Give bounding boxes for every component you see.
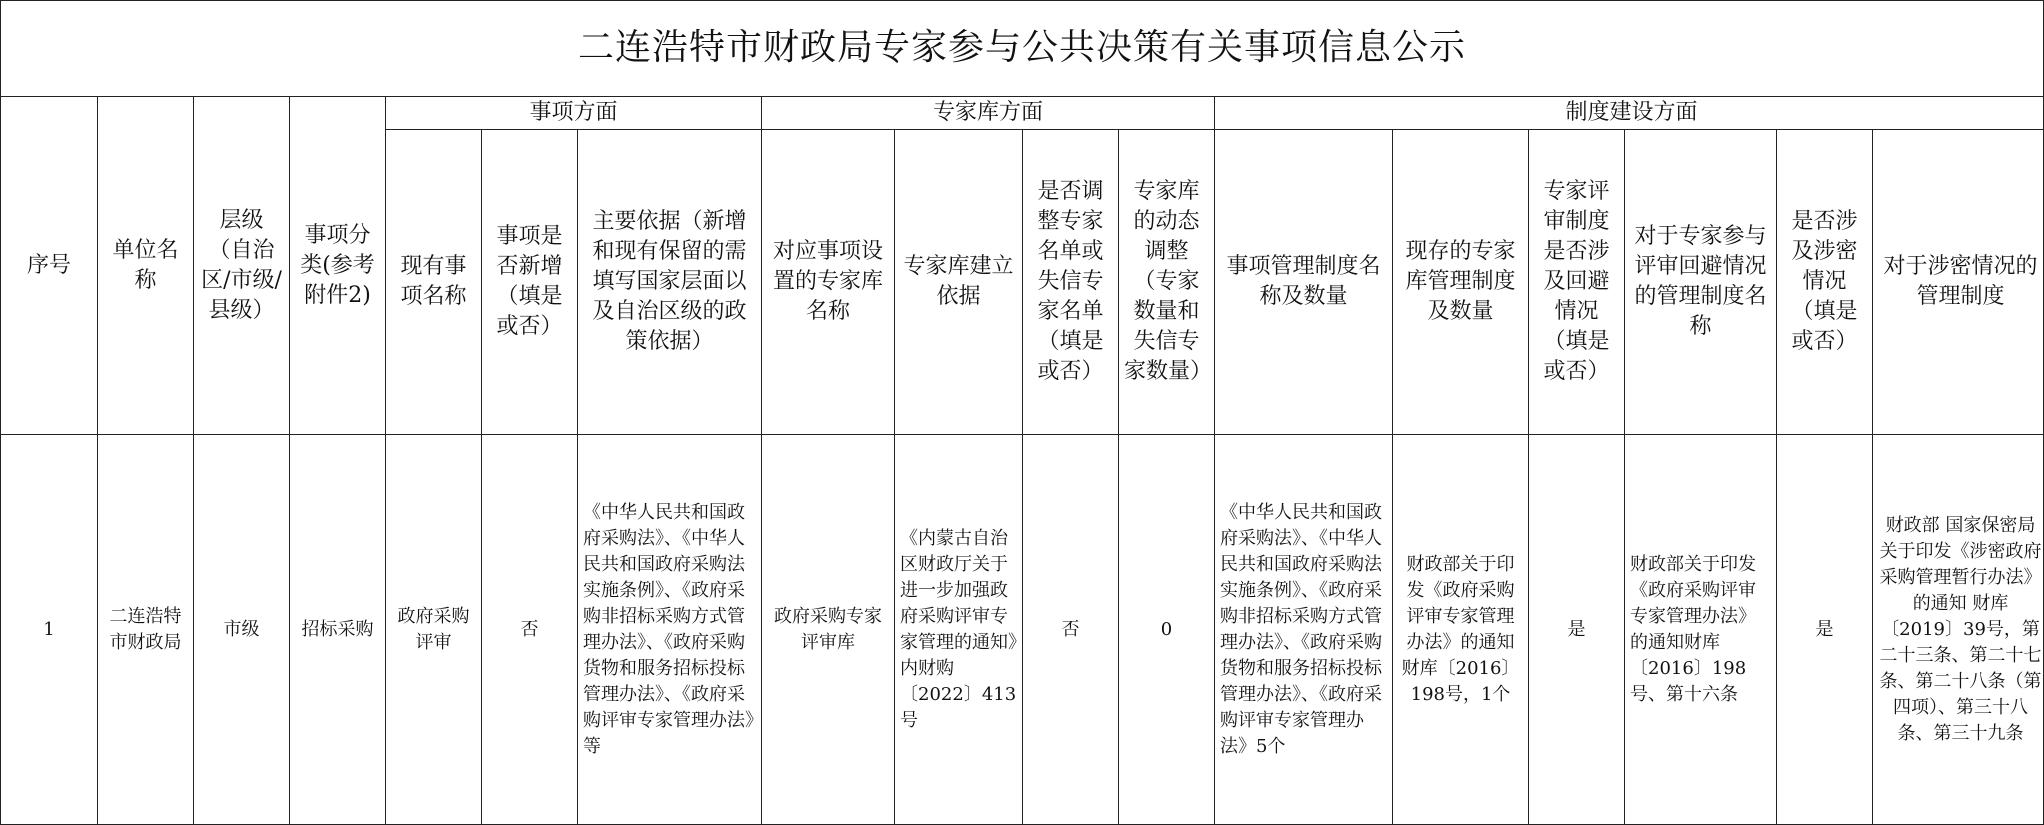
header-adjust-list: 是否调整专家名单或失信专家名单（填是或否） [1023,130,1119,435]
header-pool-system: 现存的专家库管理制度及数量 [1393,130,1529,435]
cell-category: 招标采购 [290,435,386,825]
cell-recusal-system: 财政部关于印发《政府采购评审专家管理办法》的通知财库〔2016〕198号、第十六条 [1625,435,1777,825]
group-system: 制度建设方面 [1215,97,2044,130]
cell-seq: 1 [1,435,98,825]
header-basis: 主要依据（新增和现有保留的需填写国家层面以及自治区级的政策依据） [578,130,762,435]
cell-classified-system: 财政部 国家保密局关于印发《涉密政府采购管理暂行办法》的通知 财库〔2019〕39号，第二十三条、第二十七条、第二十八条（第四项）、第三十八条、第三十九条 [1873,435,2044,825]
header-pool-basis: 专家库建立依据 [895,130,1023,435]
cell-unit: 二连浩特市财政局 [98,435,194,825]
group-header-row [1,97,2044,130]
cell-classified: 是 [1777,435,1873,825]
header-recusal: 专家评审制度是否涉及回避情况（填是或否） [1529,130,1625,435]
header-is-new: 事项是否新增（填是或否） [482,130,578,435]
cell-basis: 《中华人民共和国政府采购法》、《中华人民共和国政府采购法实施条例》、《政府采购非招标采购方式管理办法》、《政府采购货物和服务招标投标管理办法》、《政府采购评审专家管理办法》等 [578,435,762,825]
cell-mgmt-system: 《中华人民共和国政府采购法》、《中华人民共和国政府采购法实施条例》、《政府采购非招标采购方式管理办法》、《政府采购货物和服务招标投标管理办法》、《政府采购评审专家管理办法》5个 [1215,435,1393,825]
page-title: 二连浩特市财政局专家参与公共决策有关事项信息公示 [577,27,1466,68]
cell-pool-basis: 《内蒙古自治区财政厅关于进一步加强政府采购评审专家管理的通知》内财购〔2022〕413号 [895,435,1023,825]
group-matters: 事项方面 [386,97,762,130]
header-classified: 是否涉及涉密情况（填是或否） [1777,130,1873,435]
header-seq: 序号 [1,97,98,435]
cell-level: 市级 [194,435,290,825]
disclosure-table [0,96,2044,825]
header-category: 事项分类(参考附件2) [290,97,386,435]
cell-recusal: 是 [1529,435,1625,825]
header-level: 层级（自治区/市级/县级） [194,97,290,435]
table-row [1,435,2044,825]
cell-item-name: 政府采购评审 [386,435,482,825]
header-pool-name: 对应事项设置的专家库名称 [762,130,895,435]
header-classified-system: 对于涉密情况的管理制度 [1873,130,2044,435]
cell-dynamic-adjust: 0 [1119,435,1215,825]
header-mgmt-system: 事项管理制度名称及数量 [1215,130,1393,435]
cell-pool-name: 政府采购专家评审库 [762,435,895,825]
cell-adjust-list: 否 [1023,435,1119,825]
cell-is-new: 否 [482,435,578,825]
header-recusal-system: 对于专家参与评审回避情况的管理制度名称 [1625,130,1777,435]
group-expert-pool: 专家库方面 [762,97,1215,130]
header-item-name: 现有事项名称 [386,130,482,435]
cell-pool-system: 财政部关于印发《政府采购评审专家管理办法》的通知财库〔2016〕198号，1个 [1393,435,1529,825]
header-dynamic-adjust: 专家库的动态调整（专家数量和失信专家数量） [1119,130,1215,435]
header-unit: 单位名称 [98,97,194,435]
